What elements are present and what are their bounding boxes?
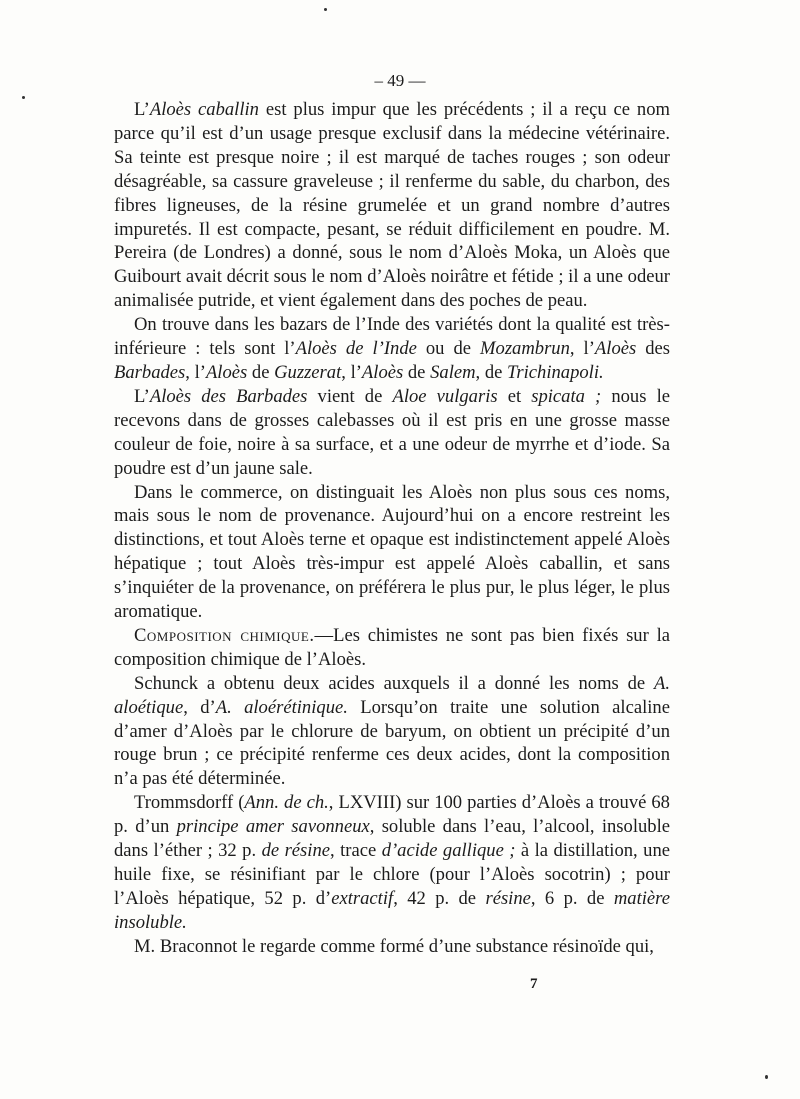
text-run: , l’ <box>569 338 595 360</box>
text-run: , soluble dans l’eau, l’alcool, insoluble dans l’éther ; 32 p. <box>114 816 671 862</box>
text-run: —Les chimistes ne sont pas bien fixés sur la composition chimique de l’Aloès. <box>114 624 670 670</box>
section-heading: Composition chimique. <box>134 624 315 646</box>
ink-speck <box>765 1075 768 1079</box>
italic-text: principe amer savonneux <box>176 816 370 838</box>
italic-text: Guzzerat <box>274 361 342 383</box>
page-number: – 49 — <box>374 71 426 90</box>
signature-mark: 7 <box>530 976 538 992</box>
text-run: M. Braconnot le regarde comme formé d’une substance résinoïde qui, <box>134 935 654 957</box>
italic-text: Aloès <box>361 361 404 383</box>
paragraph-bazars-inde <box>114 313 670 385</box>
italic-text: Aloès <box>594 338 637 360</box>
ink-speck <box>22 96 25 99</box>
text-run: , l’ <box>185 361 206 383</box>
text-run: L’ <box>134 99 150 120</box>
italic-text: de résine <box>261 840 331 862</box>
italic-text: A. aloétique <box>114 672 670 718</box>
italic-text: résine <box>485 887 531 909</box>
italic-text: extractif <box>331 887 394 909</box>
italic-text: Aloès caballin <box>149 99 259 120</box>
italic-text: A. aloérétinique. <box>215 696 348 718</box>
paragraph-aloes-barbades <box>114 385 670 481</box>
text-run: , l’ <box>341 361 362 383</box>
text-run: On trouve dans les bazars de l’Inde des variétés dont la qualité est très-inférieure : tels sont l’ <box>114 314 670 360</box>
text-run: à la distillation, une huile fixe, se résinifiant par le chlore (pour l’Aloès socotrin) ; pour l’Aloès hépatique, 52 p. d’ <box>114 840 670 909</box>
paragraph-braconnot <box>114 935 670 959</box>
text-run: , 42 p. de <box>393 887 486 909</box>
italic-text: Aloès des Barbades <box>149 385 308 407</box>
ink-speck <box>324 8 327 11</box>
body-text <box>114 98 670 959</box>
text-run: et <box>497 385 532 407</box>
text-run: des <box>636 338 671 360</box>
text-run: Schunck a obtenu deux acides auxquels il a donné les noms de <box>134 672 654 694</box>
italic-text: d’acide gallique ; <box>381 840 516 862</box>
italic-text: Mozambrun <box>480 338 570 360</box>
text-run: vient de <box>307 385 393 407</box>
text-run: Dans le commerce, on distinguait les Aloès non plus sous ces noms, mais sous le nom de provenance. Aujourd’hui on a encore restreint les distinctions, et tout Aloès terne et opaque est indistinctement appelé Aloès hépatique ; tout Aloès très-impur est appelé Aloès caballin, et sans s’inquiéter de la provenance, on préférera le plus pur, le plus léger, le plus aromatique. <box>114 481 670 623</box>
text-run: , d’ <box>183 696 216 718</box>
text-run: , de <box>475 361 508 383</box>
italic-text: Barbades <box>114 361 186 383</box>
text-run: nous le recevons dans de grosses calebasses où il est pris en une grosse masse couleur de foie, noire à sa surface, et a une odeur de myrrhe et d’iode. Sa poudre est d’un jaune sale. <box>114 385 670 479</box>
text-run: , trace <box>330 840 382 862</box>
paragraph-commerce <box>114 481 670 624</box>
paragraph-trommsdorff <box>114 791 670 934</box>
italic-text: matière insoluble. <box>114 887 670 933</box>
text-run: , LXVIII) sur 100 parties d’Aloès a trouvé 68 p. d’un <box>114 792 670 838</box>
italic-text: Aloe vulgaris <box>392 385 498 407</box>
text-run: ou de <box>416 338 481 360</box>
text-run: de <box>247 361 275 383</box>
italic-text: Ann. de ch. <box>244 792 329 814</box>
italic-text: Trichinapoli. <box>507 361 604 383</box>
italic-text: Aloès de l’Inde <box>295 338 417 360</box>
text-run: de <box>403 361 431 383</box>
text-run: Trommsdorff ( <box>134 792 245 814</box>
italic-text: spicata ; <box>531 385 602 407</box>
paragraph-composition-chimique <box>114 624 670 672</box>
italic-text: Salem <box>430 361 476 383</box>
text-run: Lorsqu’on traite une solution alcaline d’amer d’Aloès par le chlorure de baryum, on obtient un précipité d’un rouge brun ; ce précipité renferme ces deux acides, dont la composition n’a pas été déterminée. <box>114 696 670 790</box>
italic-text: Aloès <box>205 361 248 383</box>
text-run: L’ <box>134 385 150 407</box>
paragraph-schunck <box>114 672 670 792</box>
paragraph-aloes-caballin <box>114 98 670 313</box>
text-run: est plus impur que les précédents ; il a reçu ce nom parce qu’il est d’un usage presque exclusif dans la médecine vétérinaire. Sa teinte est presque noire ; il est marqué de taches rouges ; son odeur désagréable, sa cassure graveleuse ; il renferme du sable, du charbon, des fibres ligneuses, de la résine grumelée et un grand nombre d’autres impuretés. Il est compacte, pesant, se réduit difficilement en poudre. M. Pereira (de Londres) a donné, sous le nom d’Aloès Moka, un Aloès que Guibourt avait décrit sous le nom d’Aloès noirâtre et fétide ; il a une odeur animalisée putride, et vient également dans des poches de peau. <box>114 99 670 312</box>
text-run: , 6 p. de <box>530 887 614 909</box>
